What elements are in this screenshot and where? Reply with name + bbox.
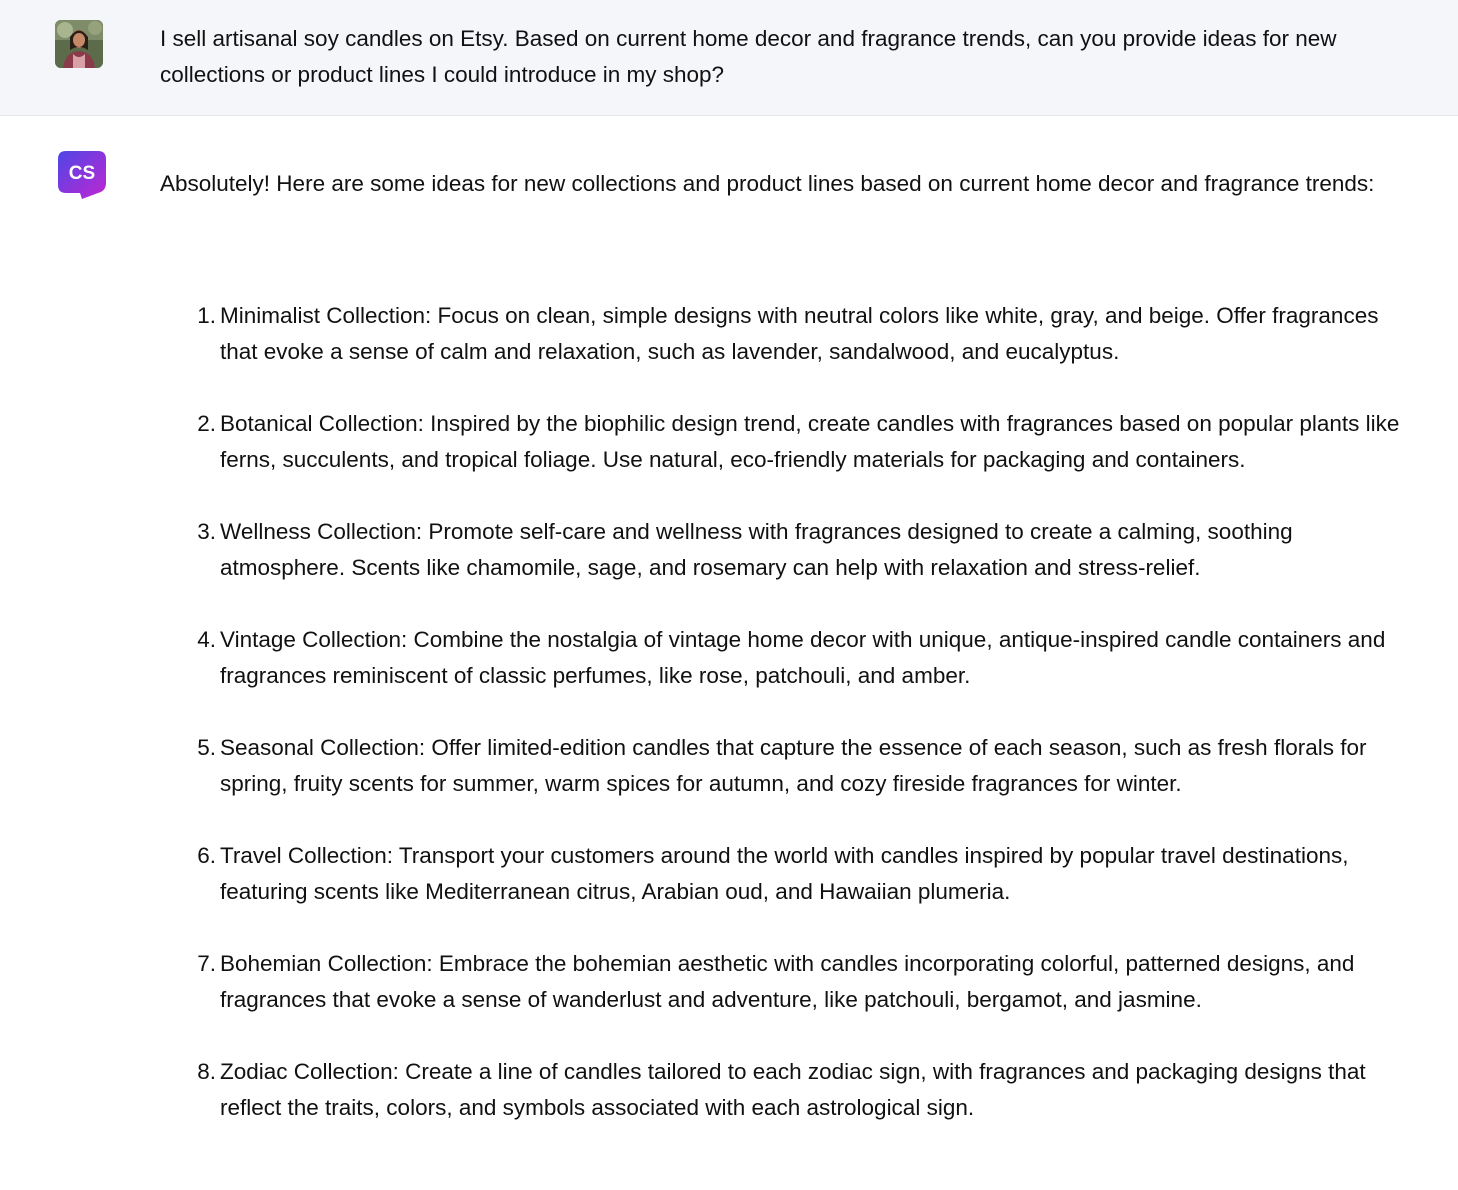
list-item xyxy=(160,622,1400,694)
user-message-row xyxy=(0,0,1458,116)
user-avatar-photo xyxy=(55,20,103,68)
list-item-text: Bohemian Collection: Embrace the bohemian aesthetic with candles incorporating colorful, patterned designs, and fragrances that evoke a sense of wanderlust and adventure, like patchouli, bergamot, and jasmine. xyxy=(220,951,1355,1012)
list-item-text: Minimalist Collection: Focus on clean, simple designs with neutral colors like white, gray, and beige. Offer fragrances that evoke a sense of calm and relaxation, such as lavender, sandalwood, and eucalyptus. xyxy=(220,303,1379,364)
list-item-number: 6. xyxy=(197,843,216,868)
ideas-list xyxy=(160,298,1400,1162)
user-avatar xyxy=(55,20,103,68)
user-message-text: I sell artisanal soy candles on Etsy. Based on current home decor and fragrance trends, can you provide ideas for new collections or product lines I could introduce in my shop? xyxy=(160,26,1337,87)
list-item-text: Wellness Collection: Promote self-care and wellness with fragrances designed to create a calming, soothing atmosphere. Scents like chamomile, sage, and rosemary can help with relaxation and stress-relief. xyxy=(220,519,1293,580)
list-item xyxy=(160,298,1400,370)
list-item xyxy=(160,946,1400,1018)
assistant-logo-text: CS xyxy=(68,163,96,184)
list-item-text: Seasonal Collection: Offer limited-edition candles that capture the essence of each season, such as fresh florals for spring, fruity scents for summer, warm spices for autumn, and cozy fireside fragrances for winter. xyxy=(220,735,1367,796)
list-item-number: 1. xyxy=(197,303,216,328)
list-item-number: 2. xyxy=(197,411,216,436)
list-item-number: 8. xyxy=(197,1059,216,1084)
list-item-text: Travel Collection: Transport your customers around the world with candles inspired by popular travel destinations, featuring scents like Mediterranean citrus, Arabian oud, and Hawaiian plumeria. xyxy=(220,843,1349,904)
list-item-number: 5. xyxy=(197,735,216,760)
assistant-intro-text: Absolutely! Here are some ideas for new collections and product lines based on current home decor and fragrance trends: xyxy=(160,171,1375,196)
list-item xyxy=(160,514,1400,586)
list-item-number: 3. xyxy=(197,519,216,544)
list-item xyxy=(160,838,1400,910)
list-item xyxy=(160,1054,1400,1126)
assistant-logo-icon xyxy=(56,149,108,201)
list-item-number: 7. xyxy=(197,951,216,976)
list-item-text: Zodiac Collection: Create a line of candles tailored to each zodiac sign, with fragrances and packaging designs that reflect the traits, colors, and symbols associated with each astrological sign. xyxy=(220,1059,1366,1120)
list-item xyxy=(160,406,1400,478)
list-item-text: Vintage Collection: Combine the nostalgia of vintage home decor with unique, antique-inspired candle containers and fragrances reminiscent of classic perfumes, like rose, patchouli, and amber. xyxy=(220,627,1386,688)
list-item-text: Botanical Collection: Inspired by the biophilic design trend, create candles with fragrances based on popular plants like ferns, succulents, and tropical foliage. Use natural, eco-friendly materials for packaging and containers. xyxy=(220,411,1400,472)
assistant-message-row xyxy=(0,116,1458,1190)
list-item-number: 4. xyxy=(197,627,216,652)
list-item xyxy=(160,730,1400,802)
